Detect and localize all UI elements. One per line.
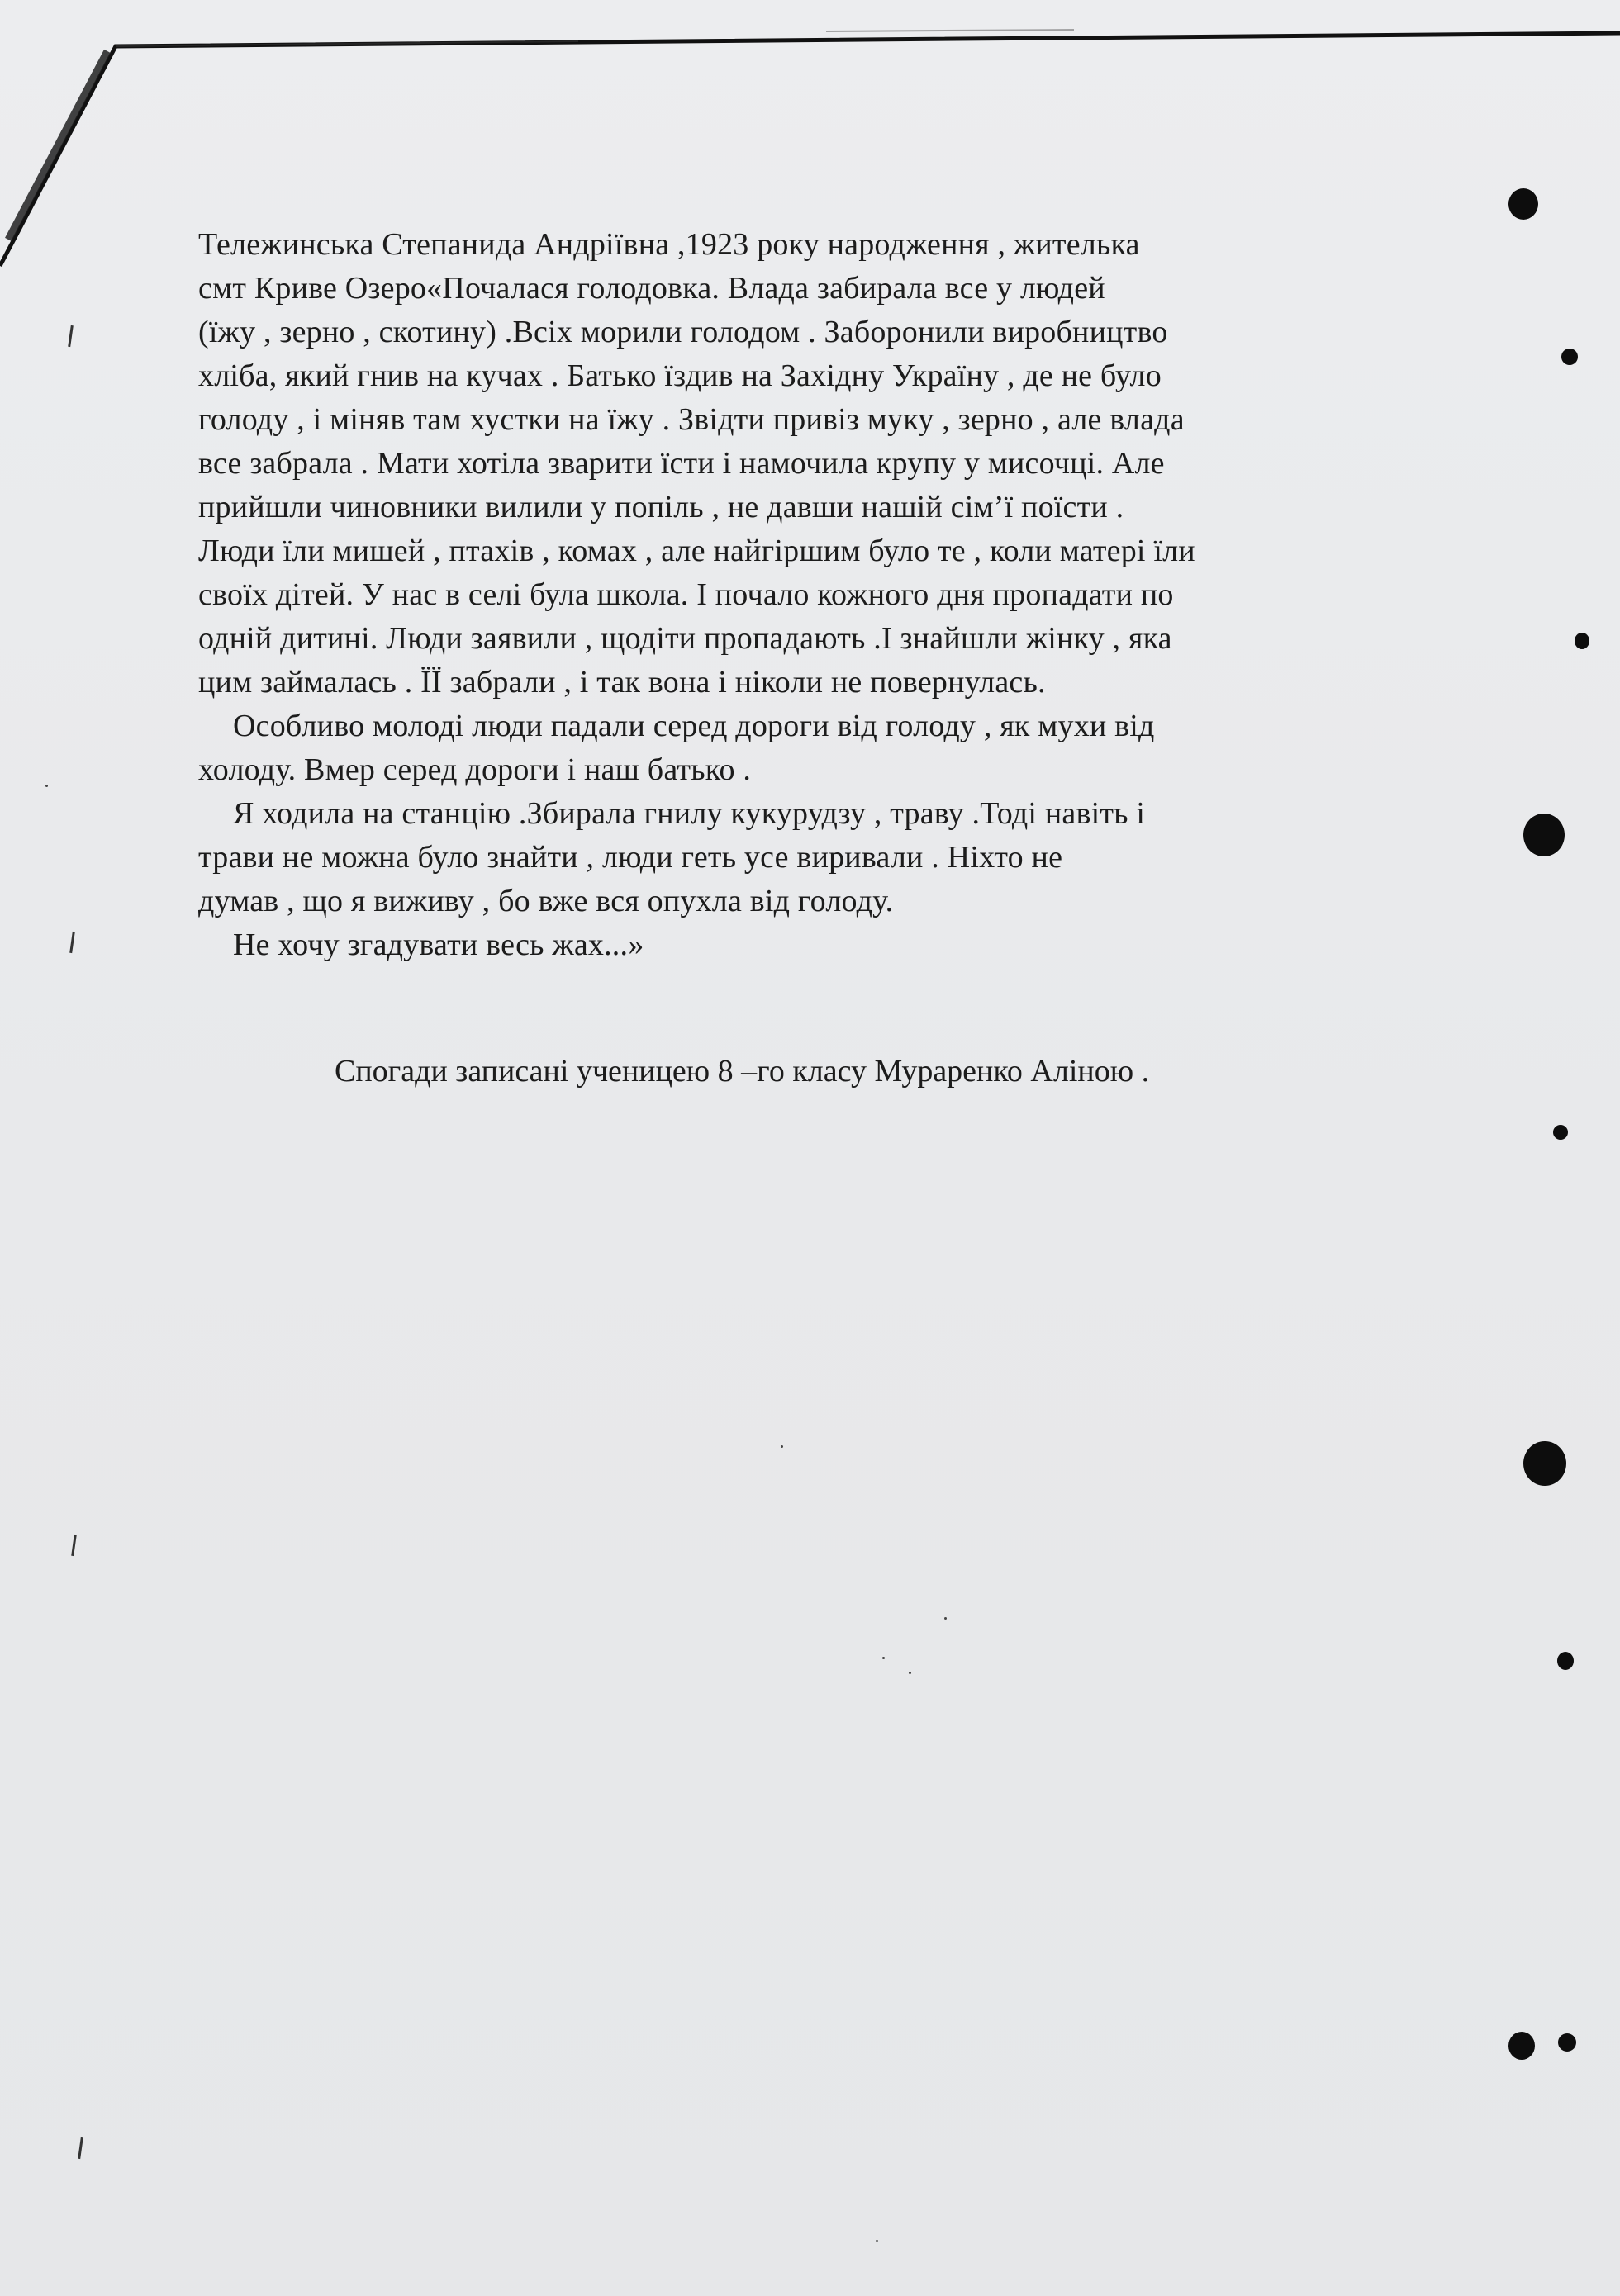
memoir-line: голоду , і міняв там хустки на їжу . Звідти привіз муку , зерно , але влада [198,402,1185,437]
memoir-line: все забрала . Мати хотіла зварити їсти і намочила крупу у мисочці. Але [198,446,1165,481]
memoir-line: Тележинська Степанида Андріївна ,1923 року народження , жителька [198,227,1140,262]
scan-speck [45,785,48,787]
scan-speck [781,1445,783,1448]
memoir-line: Особливо молоді люди падали серед дороги від голоду , як мухи від [233,709,1155,743]
punch-hole [1523,1441,1566,1486]
punch-hole [1508,188,1538,220]
memoir-line: хліба, який гнив на кучах . Батько їздив на Західну Україну , де не було [198,358,1162,393]
punch-hole [1557,1652,1574,1670]
memoir-line: Я ходила на станцію .Збирала гнилу кукурудзу , траву .Тоді навіть і [233,796,1146,831]
memoir-text [198,223,1487,967]
scan-speck [882,1657,885,1659]
punch-hole [1508,2032,1535,2060]
memoir-line: одній дитині. Люди заявили , щодіти пропадають .І знайшли жінку , яка [198,621,1172,656]
memoir-line: прийшли чиновники вилили у попіль , не давши нашій сім’ї поїсти . [198,490,1124,524]
margin-tick [68,325,74,347]
memoir-line: (їжу , зерно , скотину) .Всіх морили голодом . Заборонили виробництво [198,315,1168,349]
scan-speck [944,1617,947,1620]
punch-hole [1553,1125,1568,1140]
margin-tick [71,1535,77,1556]
memoir-line: Люди їли мишей , птахів , комах , але найгіршим було те , коли матері їли [198,534,1195,568]
memoir-line: холоду. Вмер серед дороги і наш батько . [198,752,752,787]
margin-tick [69,932,75,953]
memoir-line: смт Криве Озеро«Почалася голодовка. Влада забирала все у людей [198,271,1105,306]
punch-hole [1561,349,1578,365]
margin-tick [78,2137,83,2159]
scan-speck [876,2240,878,2242]
punch-hole [1575,633,1589,649]
scan-speck [909,1672,911,1674]
punch-hole [1523,814,1565,856]
memoir-line: думав , що я виживу , бо вже вся опухла від голоду. [198,884,894,918]
credit-note: Спогади записані учeницею 8 –го класу Мураренко Аліною . [335,1054,1150,1089]
punch-hole [1558,2033,1576,2052]
memoir-line: трави не можна було знайти , люди геть усе виривали . Ніхто не [198,840,1063,875]
memoir-line: своїх дітей. У нас в селі була школа. І почало кожного дня пропадати по [198,577,1174,612]
memoir-line: цим займалась . ЇЇ забрали , і так вона і ніколи не повернулась. [198,665,1046,700]
memoir-line: Не хочу згадувати весь жах...» [233,927,644,962]
